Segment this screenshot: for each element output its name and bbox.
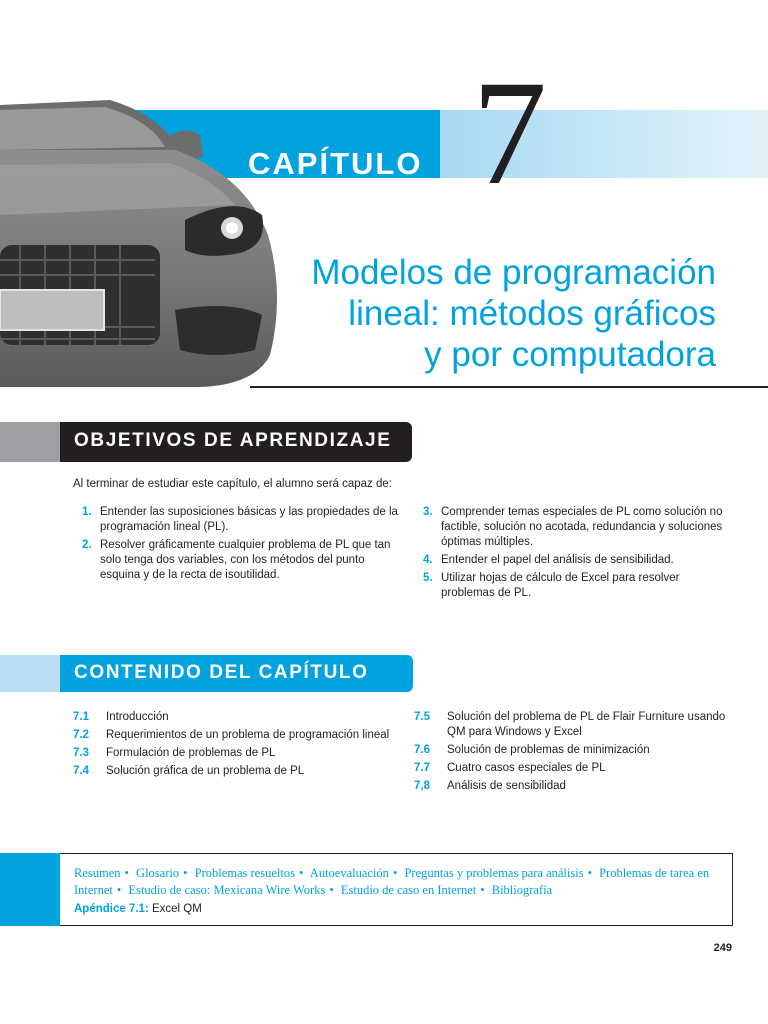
end-matter-tab — [0, 853, 60, 926]
toc-number: 7.4 — [73, 765, 89, 777]
toc-number: 7.5 — [414, 711, 430, 723]
list-item — [413, 505, 733, 550]
toc-number: 7.1 — [73, 711, 89, 723]
toc-number: 7.2 — [73, 729, 89, 741]
contents-header-tab — [0, 655, 60, 692]
list-item — [413, 571, 733, 601]
page-number: 249 — [713, 942, 732, 954]
contents-heading: CONTENIDO DEL CAPÍTULO — [74, 662, 369, 683]
end-matter-item: Estudio de caso: Mexicana Wire Works — [128, 883, 326, 897]
toc-item — [73, 728, 393, 743]
item-number: 3. — [423, 506, 433, 518]
list-item — [413, 553, 733, 568]
toc-text: Solución de problemas de minimización — [447, 744, 650, 756]
toc-item — [414, 743, 734, 758]
car-image — [0, 95, 285, 395]
contents-header-bar — [60, 655, 413, 692]
toc-text: Formulación de problemas de PL — [106, 747, 276, 759]
item-text: Comprender temas especiales de PL como solución no factible, solución no acotada, redundancia y soluciones óptimas múltiples. — [441, 506, 723, 548]
toc-item — [73, 710, 393, 725]
objectives-list-left — [72, 505, 402, 586]
objectives-heading: OBJETIVOS DE APRENDIZAJE — [74, 430, 392, 451]
toc-text: Requerimientos de un problema de programación lineal — [106, 729, 390, 741]
title-line: y por computadora — [424, 335, 716, 374]
toc-text: Introducción — [106, 711, 169, 723]
end-matter-item: Estudio de caso en Internet — [340, 883, 477, 897]
toc-number: 7.7 — [414, 762, 430, 774]
toc-number: 7.6 — [414, 744, 430, 756]
objectives-list-right — [413, 505, 733, 604]
end-matter-item: Problemas de tarea en Internet — [74, 866, 710, 897]
toc-text: Solución gráfica de un problema de PL — [106, 765, 305, 777]
toc-number: 7.3 — [73, 747, 89, 759]
objectives-header-tab — [0, 422, 60, 462]
end-matter-item: Glosario — [136, 866, 180, 880]
toc-number: 7,8 — [414, 780, 430, 792]
chapter-title — [276, 252, 716, 375]
toc-item — [73, 746, 393, 761]
chapter-label: CAPÍTULO — [248, 146, 423, 181]
end-matter-item: Autoevaluación — [309, 866, 389, 880]
objectives-intro: Al terminar de estudiar este capítulo, el alumno será capaz de: — [73, 478, 392, 490]
contents-header — [0, 655, 413, 692]
end-matter-item: Problemas resueltos — [194, 866, 295, 880]
end-matter-list: Resumen • Glosario • Problemas resueltos • Autoevaluación • Preguntas y problemas para análisis • Problemas de tarea en Internet • Estudio de caso: Mexicana Wire Works • Estudio de caso en Internet • Bibliografía — [74, 866, 710, 897]
toc-item — [414, 779, 734, 794]
list-item — [72, 538, 402, 583]
list-item — [72, 505, 402, 535]
item-number: 1. — [82, 506, 92, 518]
title-line: Modelos de programación — [311, 253, 716, 292]
appendix-line — [74, 903, 202, 915]
toc-item — [73, 764, 393, 779]
chapter-number: 7 — [472, 50, 547, 216]
title-line: lineal: métodos gráficos — [348, 294, 716, 333]
item-text: Utilizar hojas de cálculo de Excel para resolver problemas de PL. — [441, 572, 680, 599]
objectives-header-bar — [60, 422, 412, 462]
end-matter-item: Preguntas y problemas para análisis — [404, 866, 584, 880]
appendix-label: Apéndice 7.1: — [74, 903, 149, 915]
contents-list-right — [414, 710, 734, 797]
objectives-header — [0, 422, 412, 462]
toc-item — [414, 761, 734, 776]
title-divider — [250, 386, 768, 388]
item-number: 4. — [423, 554, 433, 566]
item-number: 2. — [82, 539, 92, 551]
contents-list-left — [73, 710, 393, 782]
end-matter-item: Resumen — [74, 866, 121, 880]
item-number: 5. — [423, 572, 433, 584]
item-text: Resolver gráficamente cualquier problema de PL que tan solo tenga dos variables, con los métodos del punto esquina y de la recta de isoutilidad. — [100, 539, 391, 581]
item-text: Entender el papel del análisis de sensibilidad. — [441, 554, 674, 566]
item-text: Entender las suposiciones básicas y las propiedades de la programación lineal (PL). — [100, 506, 398, 533]
toc-item — [414, 710, 734, 740]
appendix-text: Excel QM — [151, 903, 202, 915]
toc-text: Cuatro casos especiales de PL — [447, 762, 606, 774]
toc-text: Solución del problema de PL de Flair Furniture usando QM para Windows y Excel — [447, 711, 726, 738]
end-matter-item: Bibliografía — [491, 883, 553, 897]
toc-text: Análisis de sensibilidad — [447, 780, 566, 792]
